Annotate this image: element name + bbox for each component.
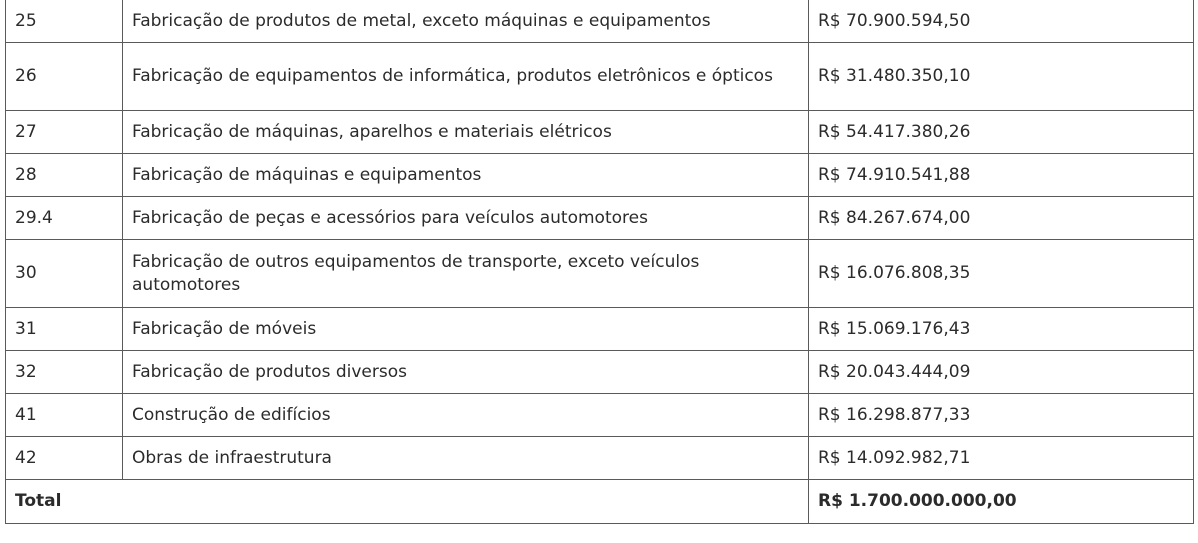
row-value: R$ 74.910.541,88 (809, 154, 1194, 197)
row-description: Fabricação de equipamentos de informática, produtos eletrônicos e ópticos (123, 43, 809, 111)
total-row (6, 480, 1194, 524)
row-value: R$ 31.480.350,10 (809, 43, 1194, 111)
row-description: Obras de infraestrutura (123, 437, 809, 480)
row-description: Fabricação de máquinas e equipamentos (123, 154, 809, 197)
table-row (6, 308, 1194, 351)
table-row (6, 197, 1194, 240)
row-description: Fabricação de móveis (123, 308, 809, 351)
table-row (6, 111, 1194, 154)
row-description: Fabricação de produtos de metal, exceto máquinas e equipamentos (123, 0, 809, 43)
row-value: R$ 15.069.176,43 (809, 308, 1194, 351)
row-code: 32 (6, 351, 123, 394)
row-code: 31 (6, 308, 123, 351)
row-code: 41 (6, 394, 123, 437)
row-value: R$ 54.417.380,26 (809, 111, 1194, 154)
row-code: 26 (6, 43, 123, 111)
sector-values-table (5, 0, 1194, 524)
row-code: 25 (6, 0, 123, 43)
row-value: R$ 16.298.877,33 (809, 394, 1194, 437)
row-description: Fabricação de produtos diversos (123, 351, 809, 394)
table-row (6, 394, 1194, 437)
row-value: R$ 70.900.594,50 (809, 0, 1194, 43)
row-value: R$ 20.043.444,09 (809, 351, 1194, 394)
row-description: Construção de edifícios (123, 394, 809, 437)
row-value: R$ 14.092.982,71 (809, 437, 1194, 480)
table-row (6, 0, 1194, 43)
row-code: 28 (6, 154, 123, 197)
total-value: R$ 1.700.000.000,00 (809, 480, 1194, 524)
row-description: Fabricação de máquinas, aparelhos e materiais elétricos (123, 111, 809, 154)
row-code: 29.4 (6, 197, 123, 240)
row-value: R$ 16.076.808,35 (809, 240, 1194, 308)
row-code: 30 (6, 240, 123, 308)
row-value: R$ 84.267.674,00 (809, 197, 1194, 240)
table-row (6, 154, 1194, 197)
table-row (6, 437, 1194, 480)
row-description: Fabricação de outros equipamentos de transporte, exceto veículos automotores (123, 240, 809, 308)
row-code: 27 (6, 111, 123, 154)
table-row (6, 43, 1194, 111)
row-description: Fabricação de peças e acessórios para veículos automotores (123, 197, 809, 240)
table-row (6, 240, 1194, 308)
row-code: 42 (6, 437, 123, 480)
total-label: Total (6, 480, 809, 524)
table-row (6, 351, 1194, 394)
